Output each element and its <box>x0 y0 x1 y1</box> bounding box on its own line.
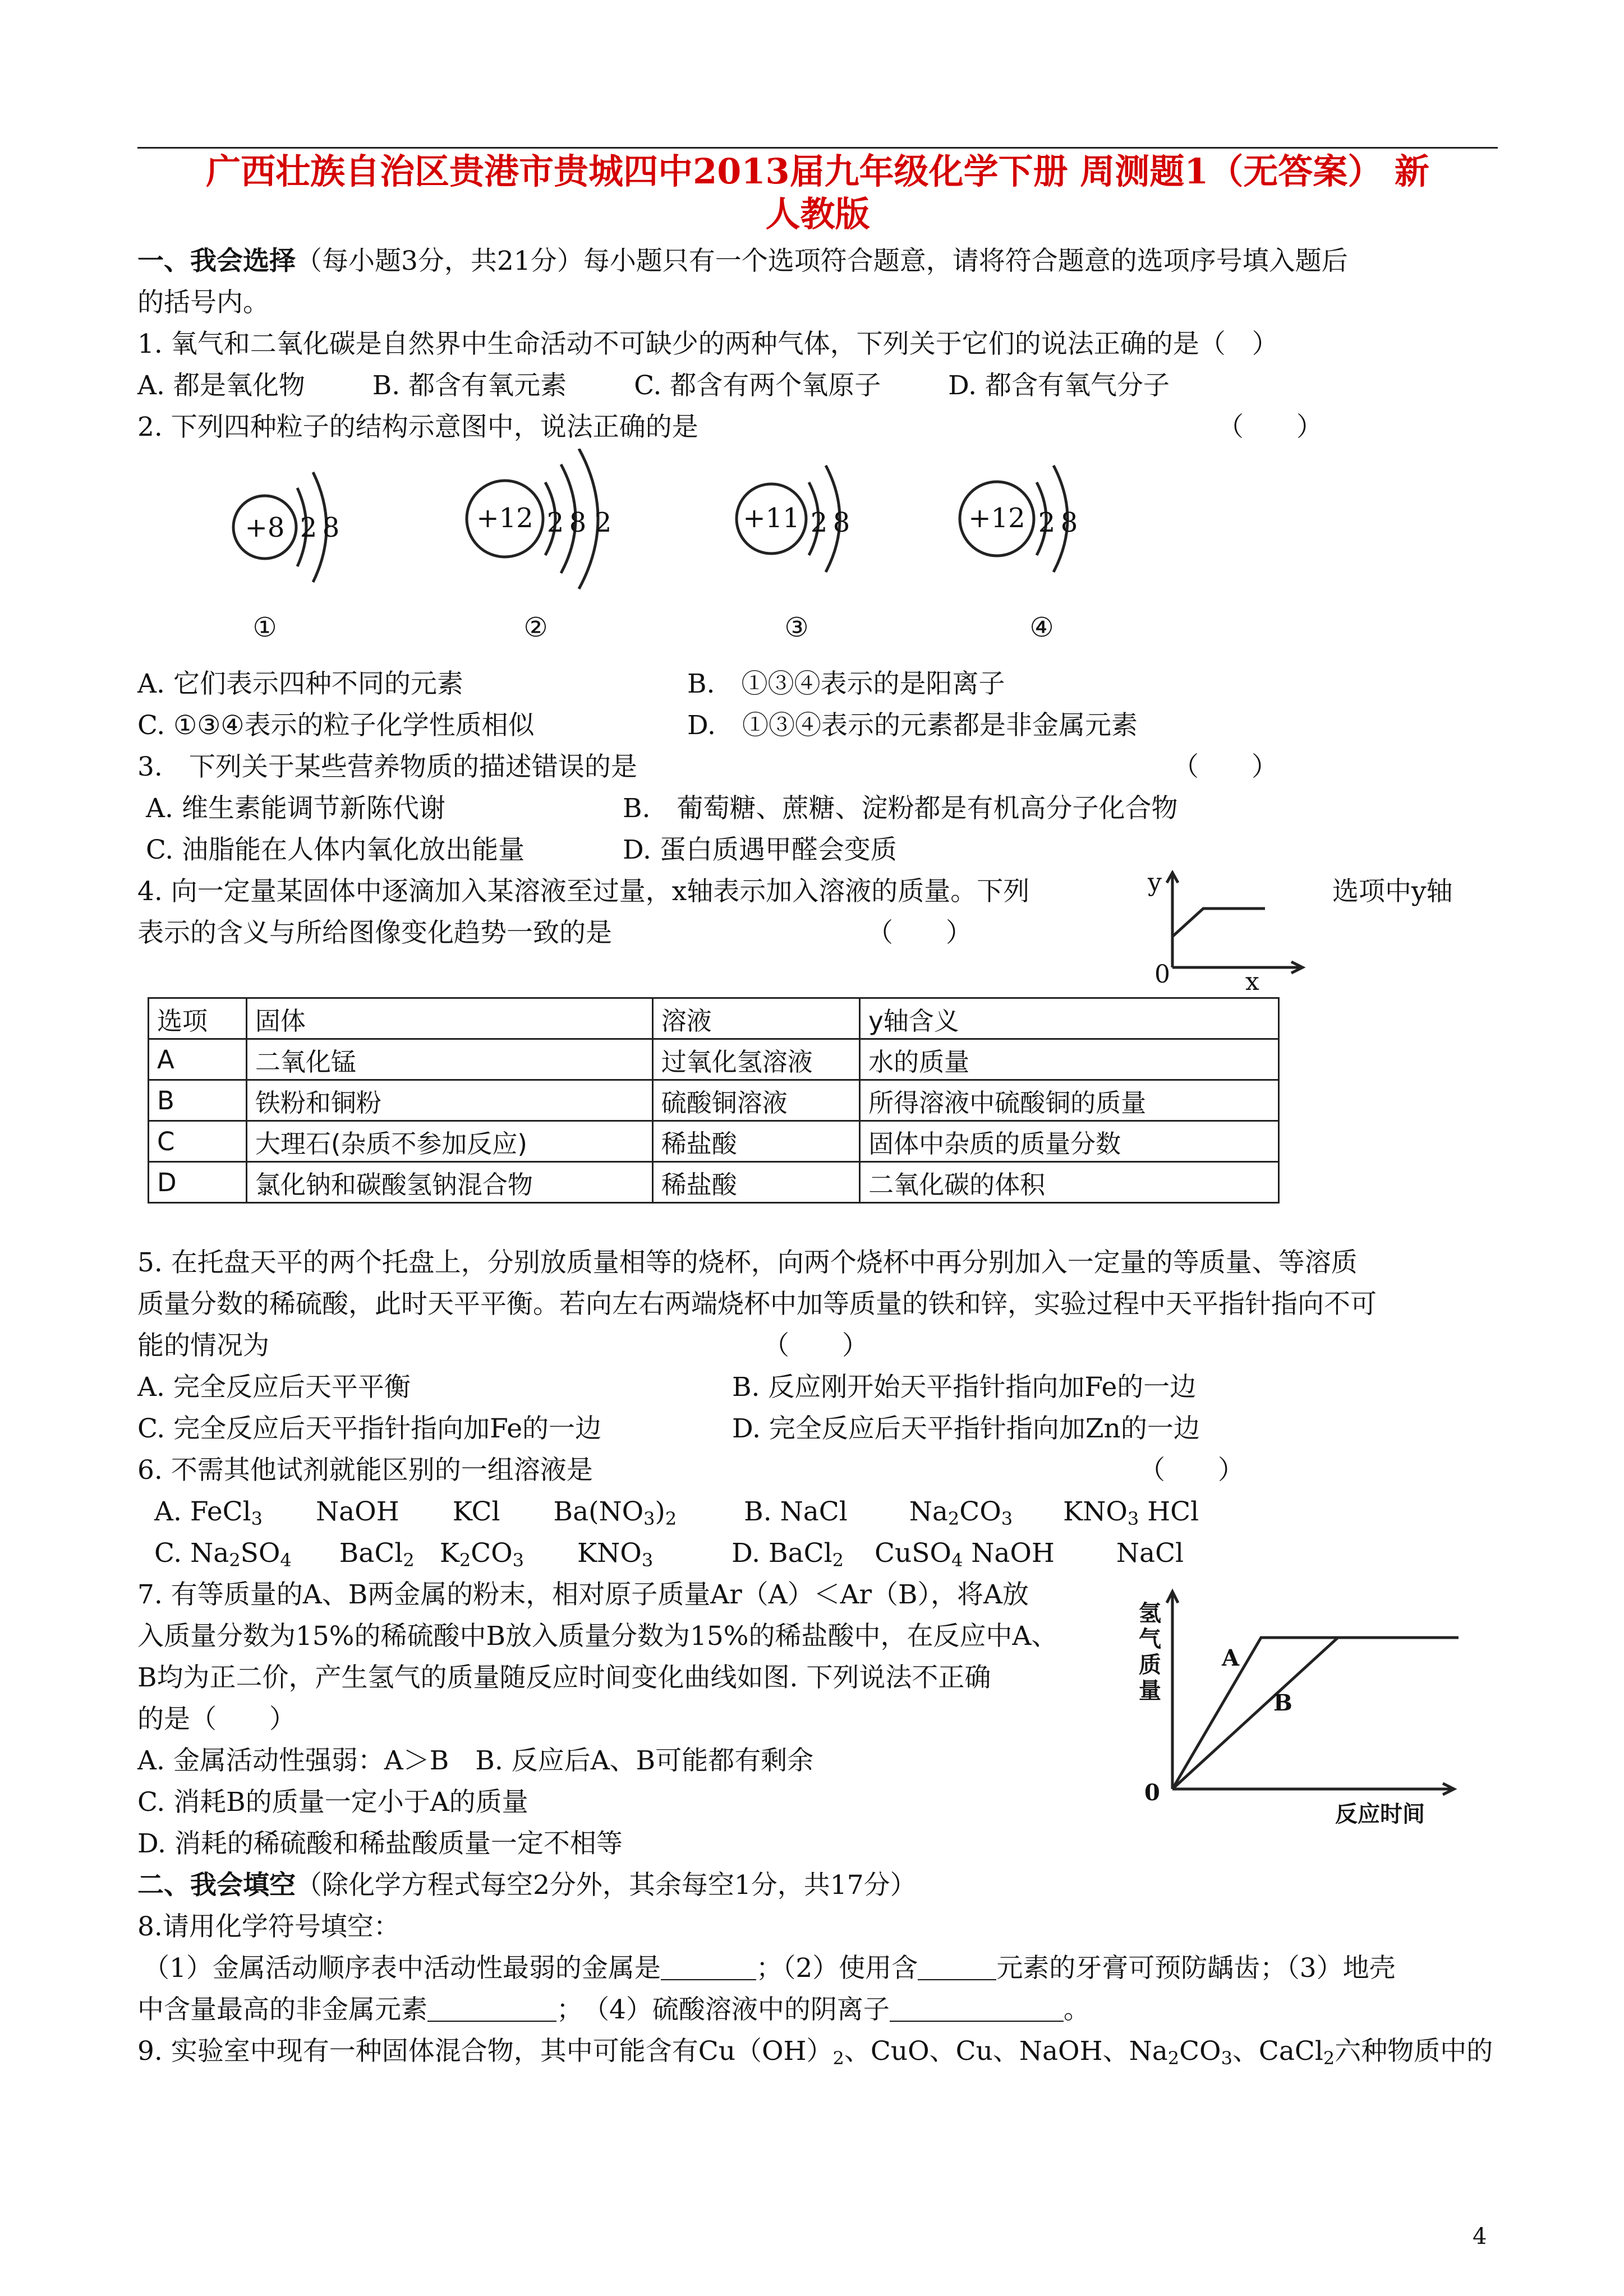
q7-y-label-3: 质 <box>1139 1652 1161 1678</box>
table-cell: 氯化钠和碳酸氢钠混合物 <box>246 1162 652 1203</box>
table-row <box>149 1039 1279 1080</box>
q3-option-d: D. 蛋白质遇甲醛会变质 <box>623 835 897 865</box>
table-cell: 大理石(杂质不参加反应) <box>246 1121 652 1162</box>
q2-stem: 2. 下列四种粒子的结构示意图中，说法正确的是 <box>137 412 698 442</box>
q4-y-label: y <box>1148 868 1162 897</box>
q7-curve-a <box>1172 1638 1459 1789</box>
q5-option-d: D. 完全反应后天平指针指向加Zn的一边 <box>732 1413 1200 1444</box>
table-cell: 水的质量 <box>860 1039 1279 1080</box>
section1-heading: 一、我会选择 <box>137 246 296 276</box>
table-cell: C <box>149 1121 247 1162</box>
table-header-cell: y轴含义 <box>860 998 1279 1039</box>
table-cell: 硫酸铜溶液 <box>652 1080 859 1121</box>
q2-option-d: D. ①③④表示的元素都是非金属元素 <box>687 710 1138 741</box>
q2-option-b: B. ①③④表示的是阳离子 <box>687 668 1005 699</box>
table-header-cell: 固体 <box>246 998 652 1039</box>
nucleus-label-2: +12 <box>476 502 533 534</box>
page-title-line1: 广西壮族自治区贵港市贵城四中2013届九年级化学下册 周测题1（无答案） 新 <box>206 151 1429 192</box>
q4-origin-label: 0 <box>1154 960 1170 989</box>
q3-option-a: A. 维生素能调节新陈代谢 <box>146 793 445 824</box>
shell-count-4-1: 2 <box>1038 507 1056 538</box>
section1-desc: （每小题3分，共21分）每小题只有一个选项符合题意，请将符合题意的选项序号填入题后 <box>296 246 1348 276</box>
table-cell: 过氧化氢溶液 <box>652 1039 859 1080</box>
header-rule <box>137 147 1498 149</box>
page-title-line2: 人教版 <box>765 193 870 234</box>
table-cell: 稀盐酸 <box>652 1162 859 1203</box>
atomic-structure-diagrams <box>213 449 1167 662</box>
q8-part5-text: ； （4）硫酸溶液中的阴离子 <box>556 1994 890 2025</box>
section2-desc: （除化学方程式每空2分外，其余每空1分，共17分） <box>296 1870 917 1901</box>
q4-stem-b: 选项中y轴 <box>1332 876 1453 907</box>
q1-option-a: A. 都是氧化物 <box>137 370 305 401</box>
nucleus-label-1: +8 <box>245 512 285 543</box>
q2-option-a: A. 它们表示四种不同的元素 <box>137 668 463 699</box>
q3-stem: 3. 下列关于某些营养物质的描述错误的是 <box>137 751 637 782</box>
q7-hydrogen-graph <box>1122 1582 1487 1828</box>
q8-blank-4[interactable] <box>890 1998 1064 2022</box>
q7-x-label: 反应时间 <box>1335 1801 1425 1827</box>
section1-desc-cont: 的括号内。 <box>137 287 269 318</box>
table-row <box>149 1121 1279 1162</box>
q8-part6-text: 。 <box>1063 1994 1090 2025</box>
q2-answer-paren: （ ） <box>1217 412 1323 442</box>
table-header-cell: 溶液 <box>652 998 859 1039</box>
q7-option-d: D. 消耗的稀硫酸和稀盐酸质量一定不相等 <box>137 1828 623 1859</box>
q7-y-label-4: 量 <box>1139 1677 1161 1704</box>
q6-options-row2: C. $Na_2SO_4$ BaCl$_2$ $K_2CO_3$ $KNO_3$ D. BaCl$_2$ CuSO$_4$ NaOH NaCl <box>154 1538 1184 1571</box>
shell-count-3-1: 2 <box>810 507 828 538</box>
q8-part3-text: 元素的牙膏可预防龋齿；（3）地壳 <box>996 1953 1396 1984</box>
shell-count-2-2: 8 <box>569 507 587 538</box>
shell-count-4-2: 8 <box>1060 507 1078 538</box>
table-row <box>149 1162 1279 1203</box>
shell-count-3-2: 8 <box>832 507 850 538</box>
table-cell: 铁粉和铜粉 <box>246 1080 652 1121</box>
shell-count-2-3: 2 <box>594 507 612 538</box>
table-cell: 稀盐酸 <box>652 1121 859 1162</box>
page-number: 4 <box>1473 2224 1487 2249</box>
shell-count-2-1: 2 <box>546 507 564 538</box>
q4-options-table <box>148 997 1280 1204</box>
q2-option-c: C. ①③④表示的粒子化学性质相似 <box>137 710 535 741</box>
q7-curve-a-label: A <box>1222 1645 1240 1671</box>
q5-answer-paren: （ ） <box>763 1330 868 1361</box>
q8-blank-3[interactable] <box>427 1998 556 2022</box>
q3-option-c: C. 油脂能在人体内氧化放出能量 <box>146 835 525 865</box>
section1-heading-line <box>137 245 1348 278</box>
q8-part4-text: 中含量最高的非金属元素 <box>137 1994 427 2025</box>
table-header-cell: 选项 <box>149 998 247 1039</box>
q6-options-row1: A. FeCl$_3$ NaOH KCl $Ba(NO_3)_2$ B. NaCl $Na_2CO_3$ $KNO_3$ HCl <box>154 1496 1199 1529</box>
table-cell: 所得溶液中硫酸铜的质量 <box>860 1080 1279 1121</box>
q8-blank-1[interactable] <box>661 1957 756 1980</box>
q5-option-b: B. 反应刚开始天平指针指向加Fe的一边 <box>732 1372 1197 1403</box>
table-header-row <box>149 998 1279 1039</box>
q1-options <box>137 369 1170 403</box>
q8-stem: 8.请用化学符号填空： <box>137 1911 400 1942</box>
q7-option-c: C. 消耗B的质量一定小于A的质量 <box>137 1787 528 1818</box>
q8-line2 <box>137 1993 1090 2027</box>
section2-heading: 二、我会填空 <box>137 1870 296 1901</box>
q3-option-b: B. 葡萄糖、蔗糖、淀粉都是有机高分子化合物 <box>623 793 1178 824</box>
q7-curve-b <box>1172 1638 1338 1789</box>
q6-answer-paren: （ ） <box>1139 1455 1244 1486</box>
nucleus-label-4: +12 <box>968 502 1025 534</box>
q4-trend-graph <box>1144 864 1313 993</box>
q7-line1: 7. 有等质量的A、B两金属的粉末，相对原子质量Ar（A）＜Ar（B），将A放 <box>137 1579 1029 1610</box>
nucleus-label-3: +11 <box>743 502 800 534</box>
diagram-label-2: ② <box>523 612 548 643</box>
q1-stem: 1. 氧气和二氧化碳是自然界中生命活动不可缺少的两种气体，下列关于它们的说法正确的是（ ） <box>137 329 1278 359</box>
q7-line3: B均为正二价，产生氢气的质量随反应时间变化曲线如图. 下列说法不正确 <box>137 1662 991 1693</box>
q5-line1: 5. 在托盘天平的两个托盘上，分别放质量相等的烧杯，向两个烧杯中再分别加入一定量的等质量、等溶质 <box>137 1247 1358 1278</box>
table-cell: A <box>149 1039 247 1080</box>
q4-stem-c: 表示的含义与所给图像变化趋势一致的是 <box>137 918 612 948</box>
table-cell: 二氧化碳的体积 <box>860 1162 1279 1203</box>
q7-line2: 入质量分数为15%的稀硫酸中B放入质量分数为15%的稀盐酸中，在反应中A、 <box>137 1621 1058 1652</box>
q7-y-label-1: 氢 <box>1139 1600 1161 1626</box>
shell-count-1-1: 2 <box>300 512 318 543</box>
q4-x-label: x <box>1245 967 1259 993</box>
diagram-label-3: ③ <box>784 612 809 643</box>
shell-count-1-2: 8 <box>322 512 340 543</box>
q4-stem-a: 4. 向一定量某固体中逐滴加入某溶液至过量，x轴表示加入溶液的质量。下列 <box>137 876 1030 907</box>
diagram-label-4: ④ <box>1029 612 1054 643</box>
q8-part2-text: ；（2）使用含 <box>756 1953 918 1984</box>
q7-option-ab: A. 金属活动性强弱：A＞B B. 反应后A、B可能都有剩余 <box>137 1745 814 1776</box>
q1-option-b: B. 都含有氧元素 <box>372 370 567 401</box>
q8-line1 <box>143 1952 1396 1985</box>
q5-line2: 质量分数的稀硫酸，此时天平平衡。若向左右两端烧杯中加等质量的铁和锌，实验过程中天平指针指向不可 <box>137 1289 1377 1320</box>
table-cell: 固体中杂质的质量分数 <box>860 1121 1279 1162</box>
table-cell: 二氧化锰 <box>246 1039 652 1080</box>
q8-part1-text: （1）金属活动顺序表中活动性最弱的金属是 <box>143 1953 661 1984</box>
table-cell: B <box>149 1080 247 1121</box>
q5-option-c: C. 完全反应后天平指针指向加Fe的一边 <box>137 1413 602 1444</box>
q3-answer-paren: （ ） <box>1172 751 1278 782</box>
q6-stem: 6. 不需其他试剂就能区别的一组溶液是 <box>137 1455 593 1486</box>
table-cell: D <box>149 1162 247 1203</box>
q8-blank-2[interactable] <box>918 1957 996 1980</box>
q9-text: 9. 实验室中现有一种固体混合物，其中可能含有Cu（OH） <box>137 2036 833 2067</box>
q7-origin-label: 0 <box>1144 1779 1160 1806</box>
q4-answer-paren: （ ） <box>867 918 972 948</box>
q7-y-label-2: 气 <box>1139 1626 1161 1652</box>
section2-heading-line <box>137 1869 917 1902</box>
q1-option-c: C. 都含有两个氧原子 <box>634 370 881 401</box>
q7-curve-b-label: B <box>1273 1690 1292 1716</box>
q5-line3: 能的情况为 <box>137 1330 269 1361</box>
q9-line: 9. 实验室中现有一种固体混合物，其中可能含有$Cu(OH)_2$、CuO、Cu、NaOH、$Na_2CO_3$、CaCl$_2$六种物质中的 <box>137 2036 1493 2069</box>
q1-option-d: D. 都含有氧气分子 <box>948 370 1170 401</box>
q4-trend-line <box>1172 909 1265 937</box>
diagram-label-1: ① <box>252 612 277 643</box>
q5-option-a: A. 完全反应后天平平衡 <box>137 1372 411 1403</box>
q7-line4: 的是（ ） <box>137 1704 296 1735</box>
table-row <box>149 1080 1279 1121</box>
